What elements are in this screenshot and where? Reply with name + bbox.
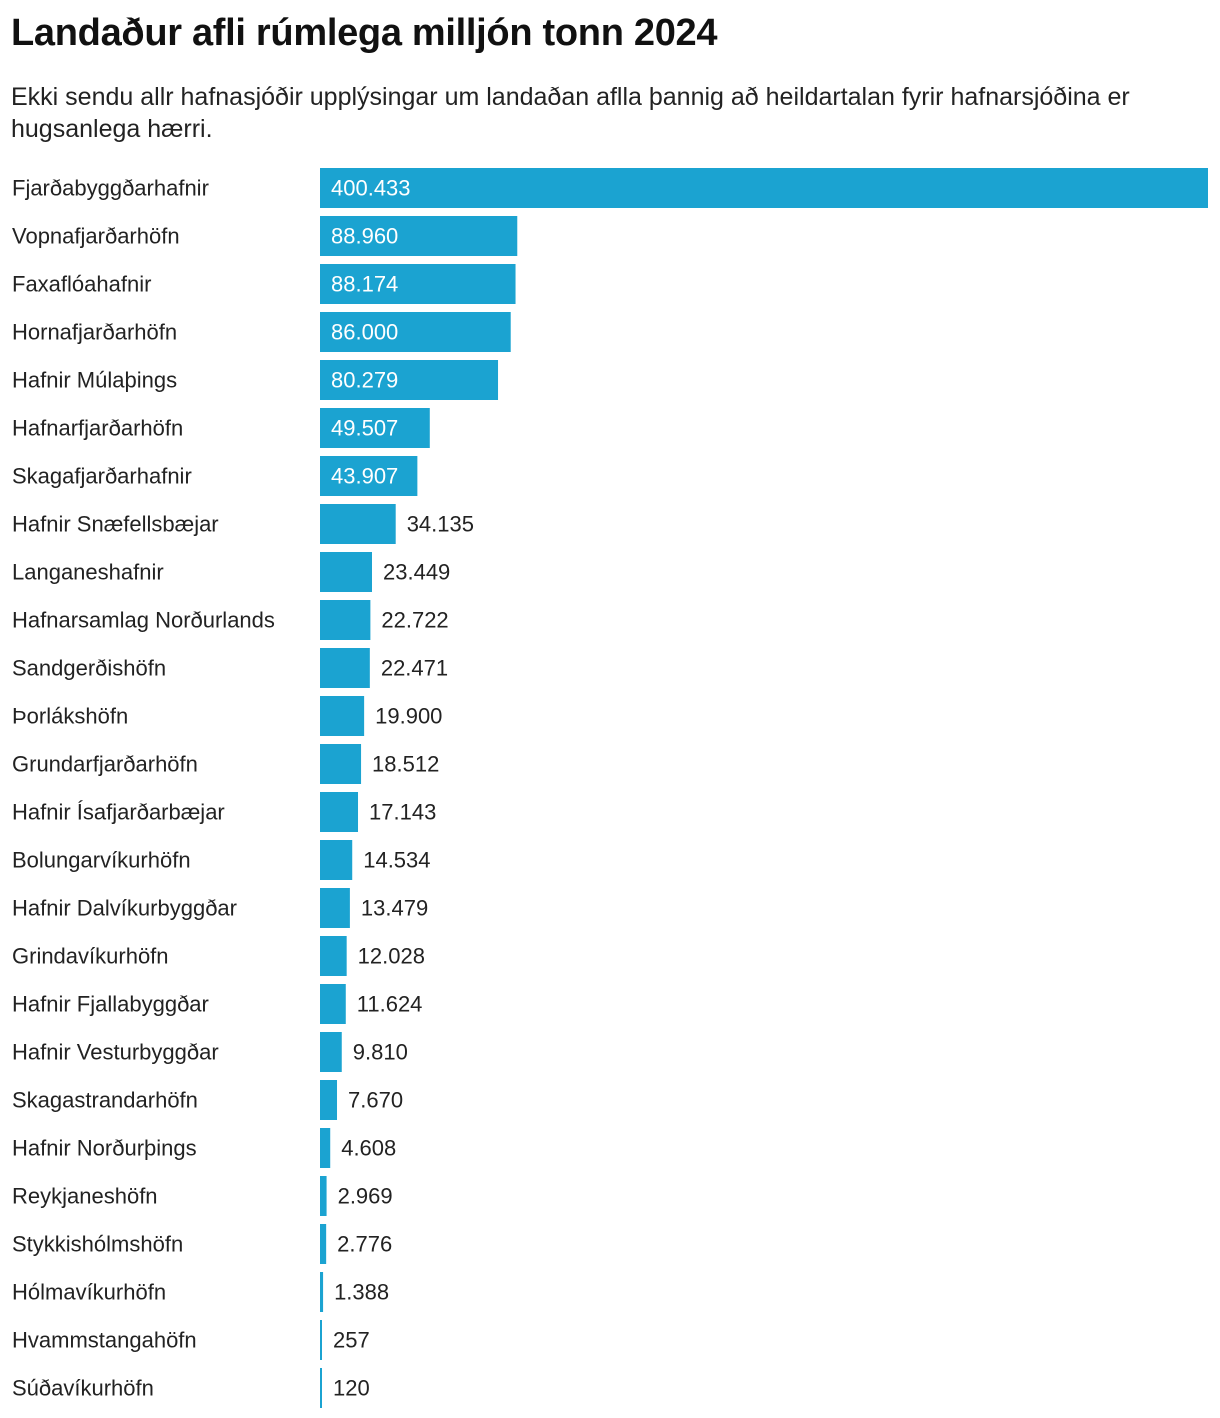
bar-row xyxy=(12,456,417,496)
bar xyxy=(320,792,358,832)
bar-row xyxy=(12,216,517,256)
value-label: 9.810 xyxy=(352,1039,408,1065)
bar xyxy=(320,648,370,688)
category-label: Fjarðabyggðarhafnir xyxy=(12,175,209,201)
value-label: 2.776 xyxy=(337,1231,393,1257)
bar-row xyxy=(12,1176,393,1216)
bar xyxy=(320,168,1208,208)
value-label: 4.608 xyxy=(341,1135,397,1161)
category-label: Langaneshafnir xyxy=(12,559,164,585)
bar-row xyxy=(12,792,436,832)
category-label: Hvammstangahöfn xyxy=(12,1327,197,1353)
bar-row xyxy=(12,312,511,352)
bar-row xyxy=(12,1128,396,1168)
bar-row xyxy=(12,648,448,688)
bar-row xyxy=(12,600,449,640)
bar xyxy=(320,840,352,880)
bar-row xyxy=(12,552,450,592)
bar-row xyxy=(12,888,428,928)
value-label: 14.534 xyxy=(363,847,431,873)
bar xyxy=(320,1128,330,1168)
value-label: 12.028 xyxy=(357,943,425,969)
bar xyxy=(320,1224,326,1264)
category-label: Grindavíkurhöfn xyxy=(12,943,169,969)
bar-row xyxy=(12,744,439,784)
value-label: 22.471 xyxy=(380,655,449,681)
category-label: Hafnir Fjallabyggðar xyxy=(12,991,209,1017)
value-label: 257 xyxy=(333,1327,370,1353)
bar xyxy=(320,552,372,592)
bar xyxy=(320,1272,323,1312)
category-label: Hafnarsamlag Norðurlands xyxy=(12,607,275,633)
bar xyxy=(320,984,346,1024)
value-label: 17.143 xyxy=(369,799,437,825)
bar-row xyxy=(12,1032,408,1072)
value-label: 88.174 xyxy=(331,271,399,297)
value-label: 22.722 xyxy=(381,607,449,633)
bar-row xyxy=(12,1080,403,1120)
value-label: 34.135 xyxy=(406,511,474,537)
bar-row xyxy=(12,360,498,400)
value-label: 1.388 xyxy=(334,1279,390,1305)
bar-row xyxy=(12,1224,392,1264)
category-label: Hafnir Múlaþings xyxy=(12,367,178,393)
category-label: Bolungarvíkurhöfn xyxy=(12,847,191,873)
value-label: 80.279 xyxy=(331,367,399,393)
bar xyxy=(320,504,396,544)
bar xyxy=(320,1320,322,1360)
category-label: Hólmavíkurhöfn xyxy=(12,1279,167,1305)
category-label: Súðavíkurhöfn xyxy=(12,1375,154,1401)
value-label: 19.900 xyxy=(375,703,443,729)
category-label: Skagastrandarhöfn xyxy=(12,1087,198,1113)
category-label: Þorlákshöfn xyxy=(12,703,129,729)
value-label: 7.670 xyxy=(348,1087,404,1113)
category-label: Vopnafjarðarhöfn xyxy=(12,223,180,249)
bar-row xyxy=(12,264,516,304)
bar xyxy=(320,1176,327,1216)
chart-subtitle: Ekki sendu allr hafnasjóðir upplýsingar um landaðan aflla þannig að heildartalan fyrir hafnarsjóðina er hugsanlega hærri. xyxy=(11,83,1130,143)
bar xyxy=(320,600,370,640)
value-label: 23.449 xyxy=(383,559,451,585)
chart-title: Landaður afli rúmlega milljón tonn 2024 xyxy=(11,12,718,54)
bar-row xyxy=(12,696,442,736)
category-label: Hafnir Norðurþings xyxy=(12,1135,197,1161)
category-label: Hafnir Ísafjarðarbæjar xyxy=(12,799,225,825)
value-label: 120 xyxy=(333,1375,370,1401)
bar-row xyxy=(12,504,474,544)
category-label: Reykjaneshöfn xyxy=(12,1183,158,1209)
bar-row xyxy=(12,840,431,880)
value-label: 18.512 xyxy=(372,751,440,777)
category-label: Grundarfjarðarhöfn xyxy=(12,751,198,777)
bar-row xyxy=(12,984,422,1024)
bar-row xyxy=(12,1320,370,1360)
bar-row xyxy=(12,936,425,976)
category-label: Skagafjarðarhafnir xyxy=(12,463,192,489)
category-label: Hornafjarðarhöfn xyxy=(12,319,178,345)
category-label: Stykkishólmshöfn xyxy=(12,1231,184,1257)
bar xyxy=(320,888,350,928)
value-label: 2.969 xyxy=(337,1183,393,1209)
bar xyxy=(320,1080,337,1120)
bar xyxy=(320,1032,342,1072)
bar xyxy=(320,696,364,736)
category-label: Hafnir Vesturbyggðar xyxy=(12,1039,219,1065)
bar xyxy=(320,744,361,784)
category-label: Sandgerðishöfn xyxy=(12,655,167,681)
category-label: Hafnir Snæfellsbæjar xyxy=(12,511,219,537)
value-label: 11.624 xyxy=(356,991,423,1017)
value-label: 49.507 xyxy=(331,415,399,441)
value-label: 13.479 xyxy=(360,895,429,921)
bar-row xyxy=(12,408,430,448)
category-label: Faxaflóahafnir xyxy=(12,271,152,297)
value-label: 43.907 xyxy=(331,463,399,489)
bar xyxy=(320,936,347,976)
bar-row xyxy=(12,1272,389,1312)
category-label: Hafnarfjarðarhöfn xyxy=(12,415,184,441)
bar-row xyxy=(12,1368,370,1408)
value-label: 400.433 xyxy=(331,175,411,201)
bar-row xyxy=(12,168,1208,208)
value-label: 88.960 xyxy=(331,223,399,249)
bar xyxy=(320,1368,322,1408)
category-label: Hafnir Dalvíkurbyggðar xyxy=(12,895,237,921)
value-label: 86.000 xyxy=(331,319,399,345)
